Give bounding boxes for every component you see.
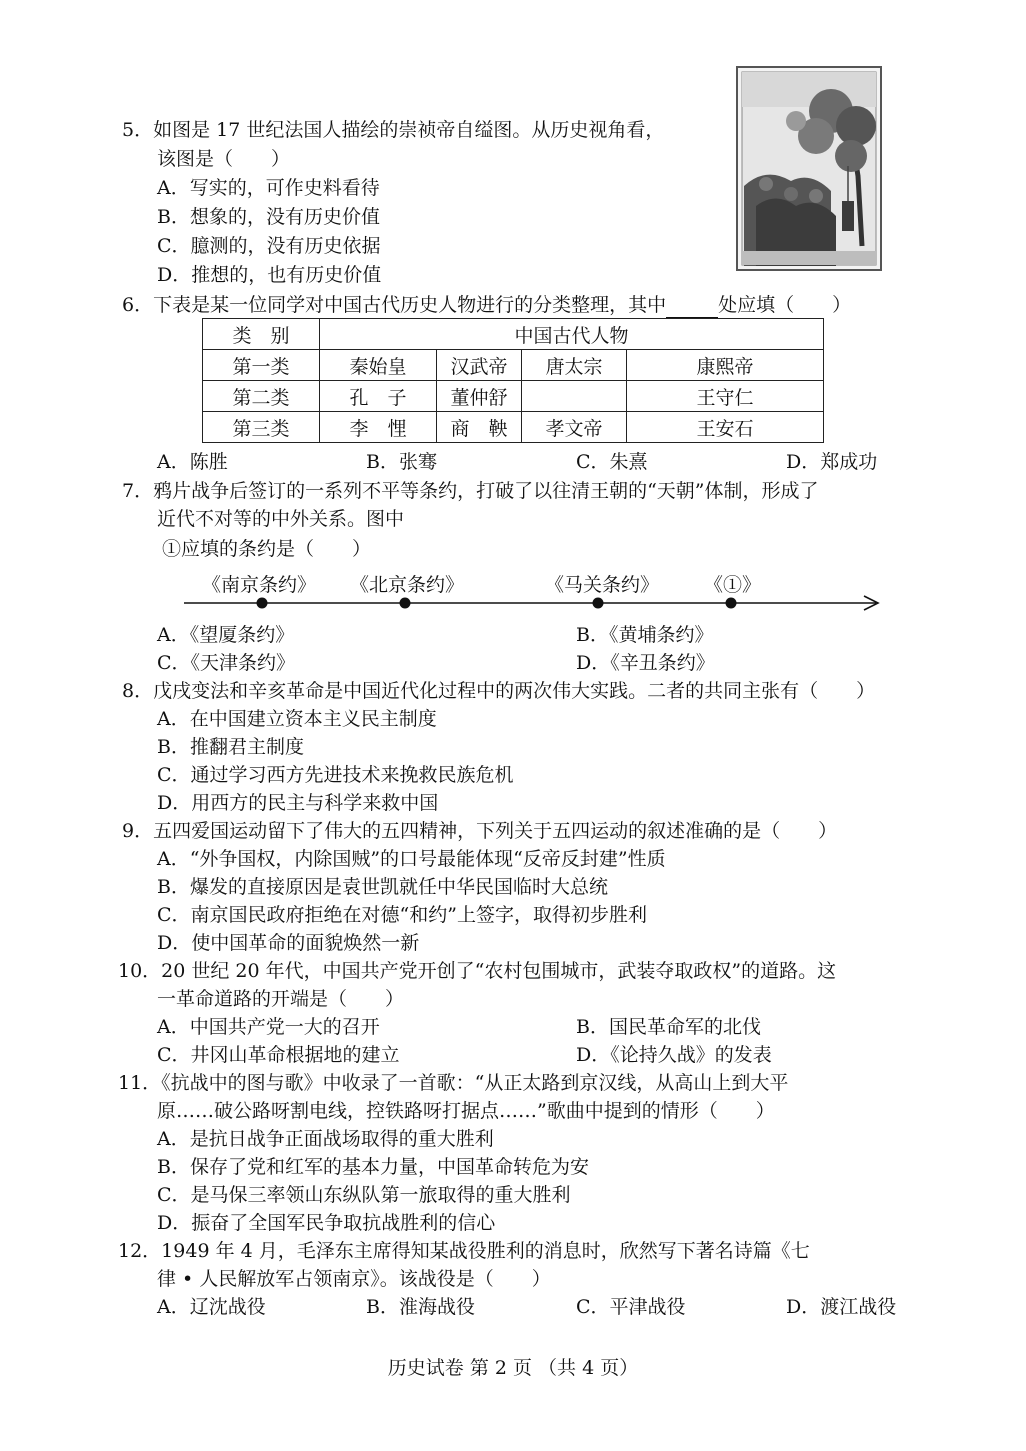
q12-option-c: C．平津战役: [576, 1296, 686, 1318]
q6-option-d: D．郑成功: [786, 451, 878, 473]
q8-option-d: D．用西方的民主与科学来救中国: [157, 792, 439, 814]
q5-stem-line1: 5．如图是 17 世纪法国人描绘的崇祯帝自缢图。从历史视角看，: [122, 119, 665, 141]
q10-option-b: B．国民革命军的北伐: [576, 1016, 761, 1038]
table-header-category: 类 别: [203, 319, 320, 350]
q5-option-d: D．推想的，也有历史价值: [157, 264, 382, 286]
q12-option-b: B．淮海战役: [366, 1296, 475, 1318]
timeline-dot-unknown: [726, 598, 737, 609]
q5-option-b: B．想象的，没有历史价值: [157, 206, 380, 228]
q5-option-c: C．臆测的，没有历史依据: [157, 235, 381, 257]
q10-option-a: A．中国共产党一大的召开: [157, 1016, 380, 1038]
timeline-dot-maguan: [593, 598, 604, 609]
q8-stem: 8．戊戌变法和辛亥革命是中国近代化过程中的两次伟大实践。二者的共同主张有（ ）: [122, 680, 876, 702]
q12-stem-line1: 12．1949 年 4 月，毛泽东主席得知某战役胜利的消息时，欣然写下著名诗篇《七: [118, 1240, 810, 1262]
timeline-label-nanjing: 《南京条约》: [202, 574, 317, 596]
table-cell: 李 悝: [320, 412, 437, 443]
q8-option-c: C．通过学习西方先进技术来挽救民族危机: [157, 764, 514, 786]
q11-stem-line1: 11．《抗战中的图与歌》中收录了一首歌：“从正太路到京汉线，从高山上到大平: [118, 1072, 789, 1094]
table-cell: 第一类: [203, 350, 320, 381]
q7-stem-line3: ①应填的条约是（ ）: [162, 538, 372, 560]
q8-option-a: A．在中国建立资本主义民主制度: [157, 708, 437, 730]
table-cell: 唐太宗: [522, 350, 627, 381]
q7-option-b: B．《黄埔条约》: [576, 624, 714, 646]
table-cell: 董仲舒: [437, 381, 522, 412]
table-header-row: [203, 319, 824, 350]
q9-option-c: C．南京国民政府拒绝在对德“和约”上签字，取得初步胜利: [157, 904, 647, 926]
table-cell: 商 鞅: [437, 412, 522, 443]
table-cell: 王守仁: [627, 381, 824, 412]
timeline-label-unknown: 《①》: [704, 574, 762, 596]
table-cell: 孔 子: [320, 381, 437, 412]
table-cell: 秦始皇: [320, 350, 437, 381]
q12-option-a: A．辽沈战役: [157, 1296, 266, 1318]
table-cell: 康熙帝: [627, 350, 824, 381]
q11-stem-line2: 原……破公路呀割电线，控铁路呀打据点……”歌曲中提到的情形（ ）: [157, 1100, 775, 1122]
q12-option-d: D．渡江战役: [786, 1296, 897, 1318]
q6-stem: [122, 292, 851, 318]
table-row: [203, 381, 824, 412]
q5-option-a: A．写实的，可作史料看待: [157, 177, 380, 199]
q6-option-a: A．陈胜: [157, 451, 228, 473]
q6-option-b: B．张骞: [366, 451, 437, 473]
q10-option-c: C．井冈山革命根据地的建立: [157, 1044, 400, 1066]
q9-stem: 9．五四爱国运动留下了伟大的五四精神，下列关于五四运动的叙述准确的是（ ）: [122, 820, 838, 842]
q11-option-b: B．保存了党和红军的基本力量，中国革命转危为安: [157, 1156, 589, 1178]
q9-option-b: B．爆发的直接原因是袁世凯就任中华民国临时大总统: [157, 876, 608, 898]
table-cell: 孝文帝: [522, 412, 627, 443]
q5-stem-line2: 该图是（ ）: [157, 148, 291, 170]
q6-stem-part2: 处应填（ ）: [718, 294, 852, 316]
timeline-label-maguan: 《马关条约》: [545, 574, 660, 596]
q9-option-a: A．“外争国权，内除国贼”的口号最能体现“反帝反封建”性质: [157, 848, 666, 870]
table-cell-blank: [522, 381, 627, 412]
table-cell: 王安石: [627, 412, 824, 443]
q11-option-d: D．振奋了全国军民争取抗战胜利的信心: [157, 1212, 496, 1234]
q12-stem-line2: 律 • 人民解放军占领南京》。该战役是（ ）: [157, 1268, 551, 1290]
q6-answer-blank: [666, 297, 718, 318]
table-header-figures: 中国古代人物: [320, 319, 824, 350]
table-cell: 第二类: [203, 381, 320, 412]
q8-option-b: B．推翻君主制度: [157, 736, 304, 758]
q11-option-c: C．是马保三率领山东纵队第一旅取得的重大胜利: [157, 1184, 571, 1206]
treaty-timeline: [180, 568, 890, 618]
q7-option-a: A．《望厦条约》: [157, 624, 295, 646]
q9-option-d: D．使中国革命的面貌焕然一新: [157, 932, 420, 954]
timeline-dot-nanjing: [257, 598, 268, 609]
table-row: [203, 350, 824, 381]
page-footer: 历史试卷 第 2 页 （共 4 页）: [387, 1357, 639, 1379]
q6-option-c: C．朱熹: [576, 451, 648, 473]
table-cell: 汉武帝: [437, 350, 522, 381]
q10-option-d: D．《论持久战》的发表: [576, 1044, 772, 1066]
q7-option-d: D．《辛丑条约》: [576, 652, 715, 674]
table-cell: 第三类: [203, 412, 320, 443]
q10-stem-line2: 一革命道路的开端是（ ）: [157, 988, 405, 1010]
q7-stem-line1: 7．鸦片战争后签订的一系列不平等条约，打破了以往清王朝的“天朝”体制，形成了: [122, 480, 819, 502]
chongzhen-engraving-image: [736, 66, 882, 271]
q11-option-a: A．是抗日战争正面战场取得的重大胜利: [157, 1128, 494, 1150]
q7-stem-line2: 近代不对等的中外关系。图中: [157, 508, 405, 530]
table-row: [203, 412, 824, 443]
q6-stem-part1: 6．下表是某一位同学对中国古代历史人物进行的分类整理，其中: [122, 294, 667, 316]
q7-option-c: C．《天津条约》: [157, 652, 296, 674]
q6-classification-table: [202, 318, 824, 443]
timeline-dot-beijing: [400, 598, 411, 609]
q10-stem-line1: 10．20 世纪 20 年代，中国共产党开创了“农村包围城市，武装夺取政权”的道路。这: [118, 960, 837, 982]
timeline-axis: [180, 592, 890, 614]
timeline-label-beijing: 《北京条约》: [350, 574, 465, 596]
